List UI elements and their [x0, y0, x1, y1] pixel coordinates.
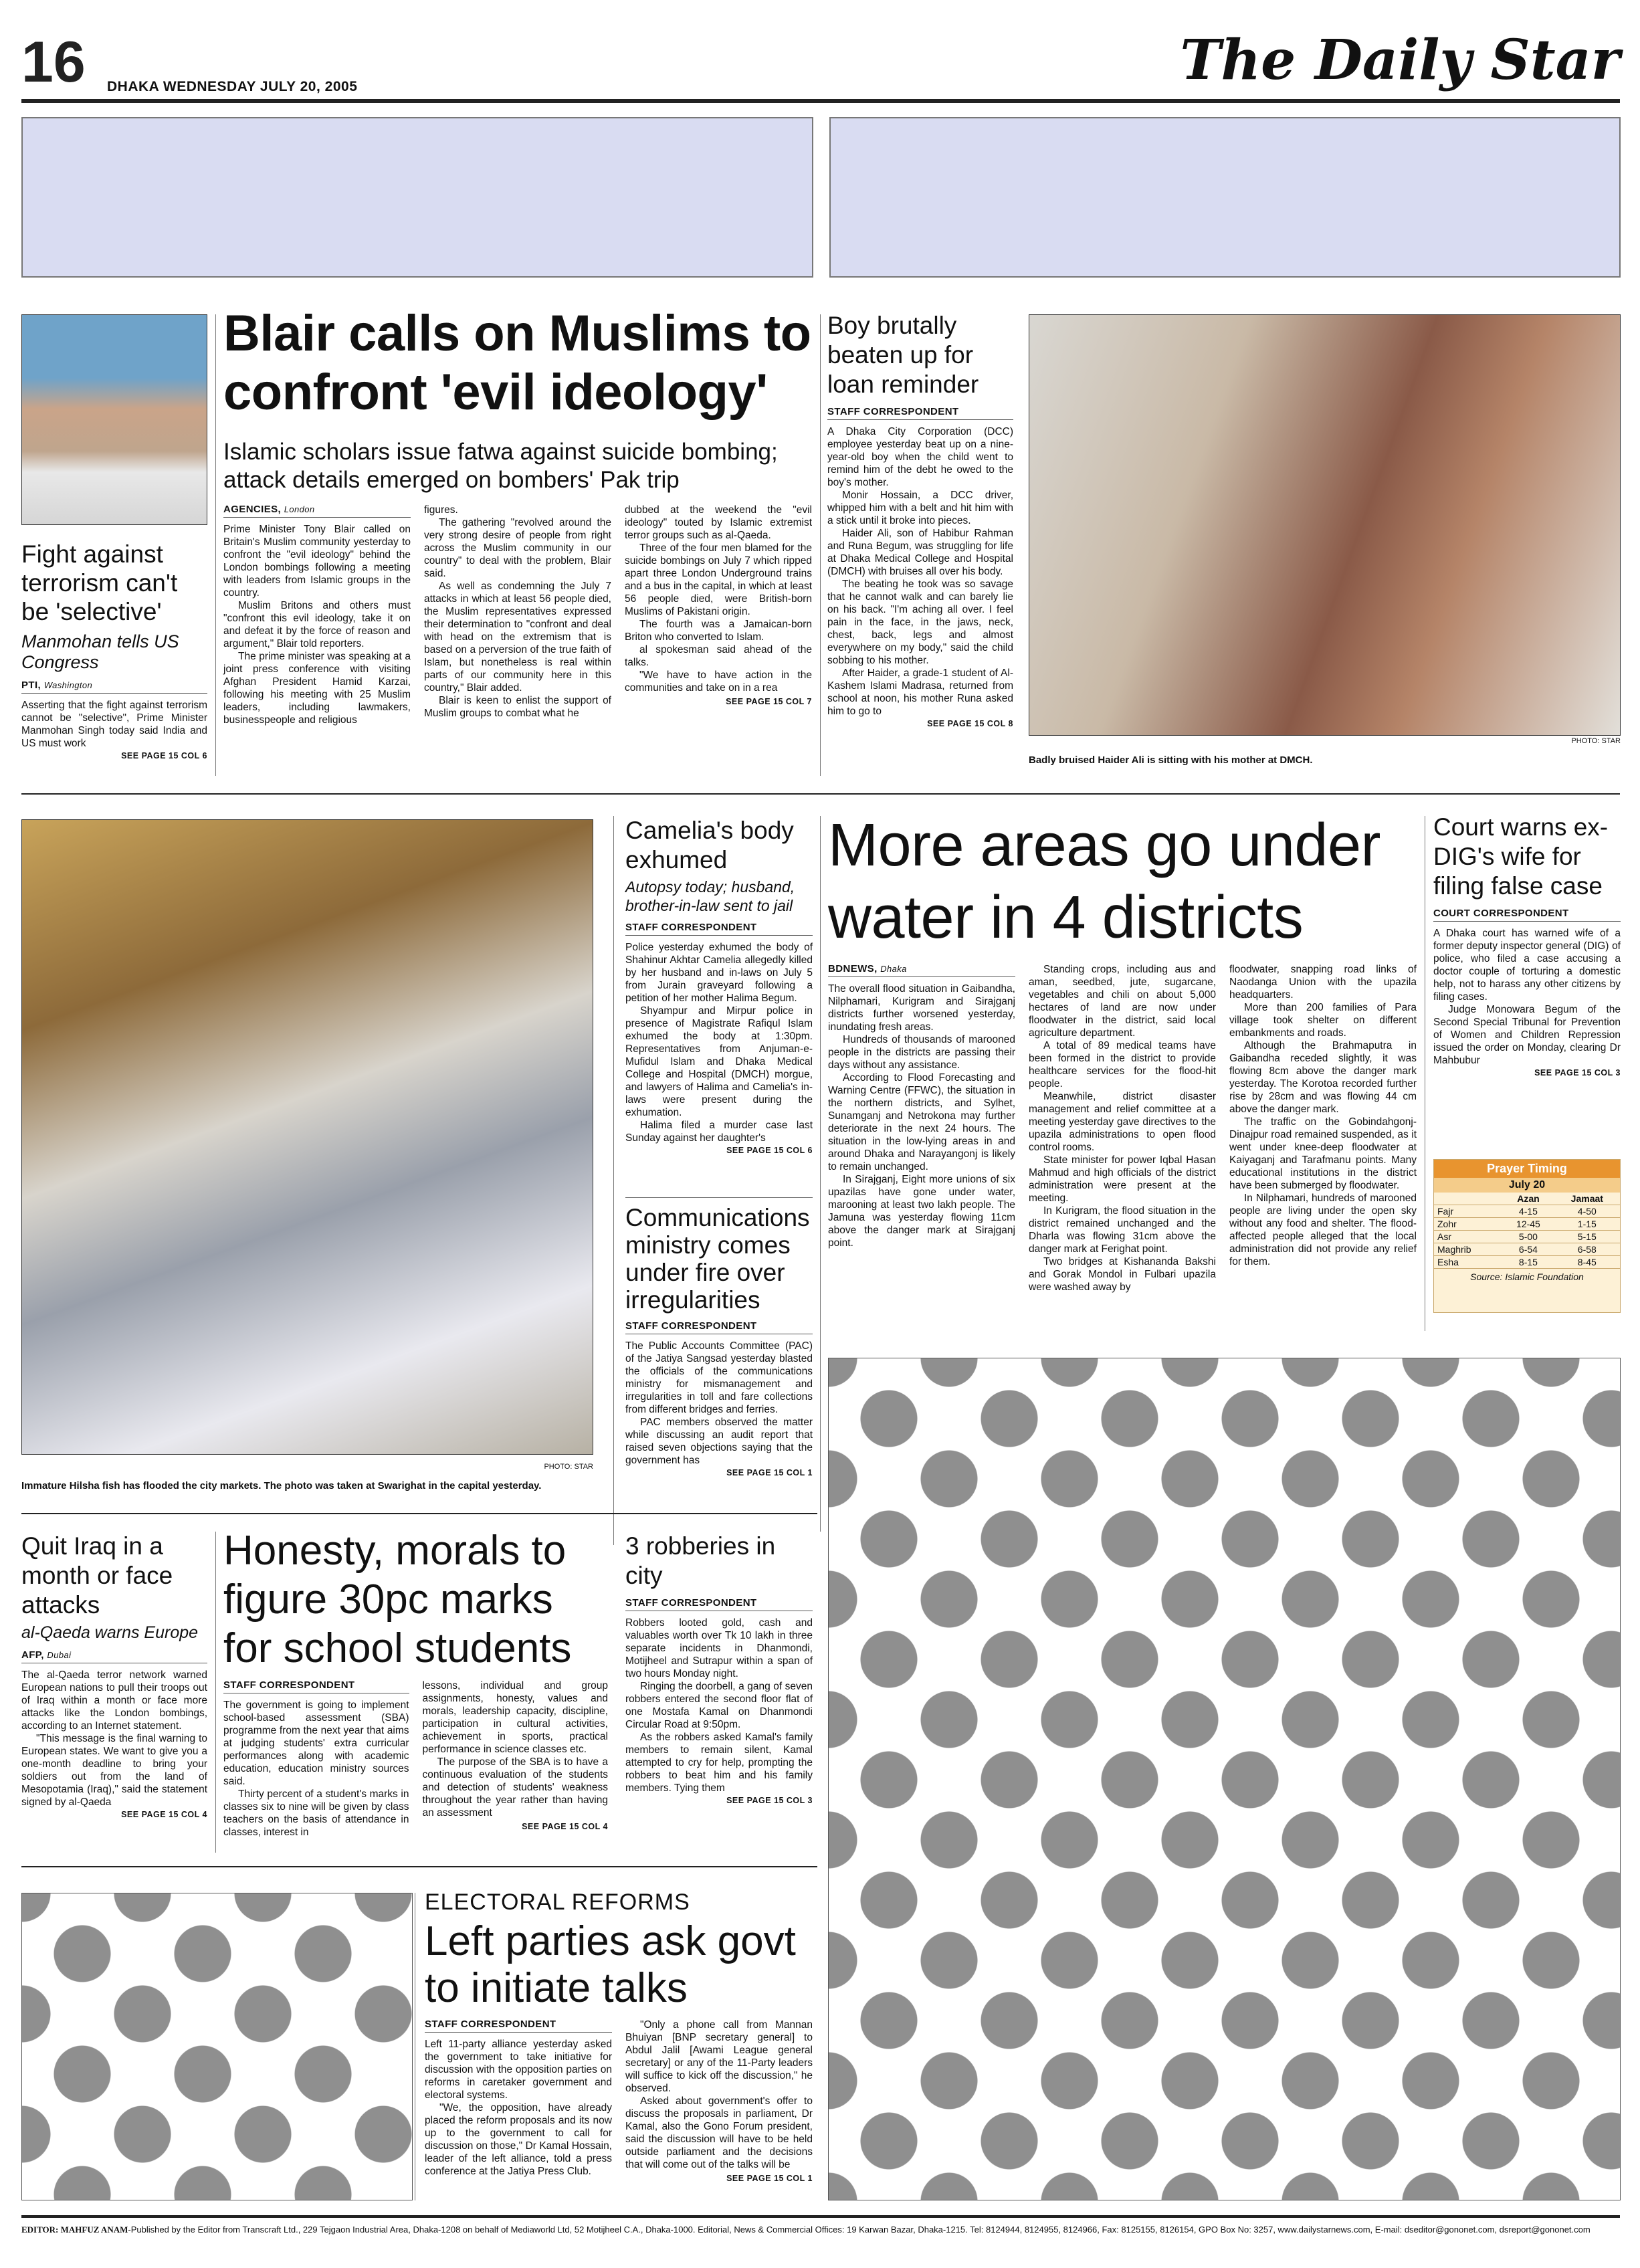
boy-paragraph: Haider Ali, son of Habibur Rahman and Runa Begum, was struggling for life at Dhaka Medical College and Hospital (DMCH) with bruises all over his body. [827, 528, 1013, 577]
honesty-col-1 [223, 1699, 409, 1839]
column-rule [820, 816, 821, 1532]
singh-story [21, 314, 207, 776]
blair-byline-place: London [284, 504, 315, 514]
honesty-see-more[interactable]: SEE PAGE 15 COL 4 [522, 1822, 608, 1831]
prayer-azan: 5-00 [1502, 1231, 1554, 1243]
prayer-name: Asr [1434, 1231, 1502, 1243]
camelia-paragraph: Police yesterday exhumed the body of Shahinur Akhtar Camelia allegedly killed by her husband and in-laws on July 5 from Jurain graveyard following a petition of her mother Halima Begum. [625, 942, 813, 1004]
flood-paragraph: floodwater, snapping road links of Naodanga Union with the upazila headquarters. [1229, 964, 1417, 1001]
blair-paragraph: The prime minister was speaking at a joint press conference with visiting Afghan President Hamid Karzai, following his meeting with 25 Muslim leaders, including lawmakers, businesspeople and religious [223, 651, 411, 726]
paper-name: The Daily Star [1180, 28, 1620, 92]
honesty-headline: Honesty, morals to figure 30pc marks for school students [223, 1528, 572, 1671]
blair-paragraph: Prime Minister Tony Blair called on Britain's Muslim community yesterday to confront the "evil ideology" behind the London bombings following a meeting with leaders from Islamic groups in the country. [223, 524, 411, 599]
flood-story [828, 809, 1417, 1328]
flood-paragraph: In Sirajganj, Eight more unions of six upazilas have gone under water, marooning at least two lakh people. The Jamuna was yesterday flowing 11cm above the danger mark at Sirajganj point. [828, 1174, 1015, 1249]
iraq-paragraph: The al-Qaeda terror network warned European nations to pull their troops out of Iraq within a month or face more attacks like the London bombings, according to an Internet statement. [21, 1669, 207, 1732]
prayer-col-jamaat: Jamaat [1554, 1193, 1620, 1205]
camelia-headline: Camelia's body exhumed [625, 817, 794, 873]
prayer-azan: 6-54 [1502, 1243, 1554, 1256]
blair-story [223, 304, 812, 776]
flood-paragraph: In Kurigram, the flood situation in the district remained unchanged and the Dharla was flowing 31cm above the danger mark at Ferighat point. [1029, 1205, 1216, 1255]
blair-paragraph: "We have to have action in the communities and take on in a rea [625, 669, 812, 694]
singh-byline-place: Washington [43, 680, 93, 690]
comms-see-more[interactable]: SEE PAGE 15 COL 1 [726, 1468, 813, 1477]
prayer-azan: 4-15 [1502, 1205, 1554, 1218]
comms-body [625, 1340, 813, 1467]
flood-paragraph: State minister for power Iqbal Hasan Mahmud and high officials of the district administration were present at the meeting. [1029, 1154, 1216, 1204]
boy-body [827, 425, 1013, 718]
camelia-paragraph: Halima filed a murder case last Sunday against her daughter's [625, 1120, 813, 1144]
court-body [1433, 927, 1621, 1067]
advertisement-dotted-left[interactable] [21, 1893, 413, 2200]
flood-paragraph: The overall flood situation in Gaibandha, Nilphamari, Kurigram and Sirajganj districts further worsened yesterday, inundating fresh areas. [828, 983, 1015, 1033]
robberies-paragraph: Robbers looted gold, cash and valuables worth over Tk 10 lakh in three separate incidents in Dhanmondi, Motijheel and Sutrapur within a span of two hours Monday night. [625, 1617, 813, 1679]
column-rule [613, 816, 614, 1545]
blair-paragraph: dubbed at the weekend the "evil ideology" touted by Islamic extremist terror groups such as al-Qaeda. [625, 504, 812, 541]
flood-paragraph: Although the Brahmaputra in Gaibandha receded slightly, it was flowing 8cm above the danger mark yesterday. The Korotoa recorded further rise by 28cm and was flowing 44 cm above the danger mark. [1229, 1040, 1417, 1115]
flood-paragraph: According to Flood Forecasting and Warning Centre (FFWC), the situation in the northern districts, and Sylhet, Sunamganj and Netrokona may further deteriorate in the next 24 hours. The situation in the low-lying areas in and around Dhaka and Narayangonj is likely to remain unchanged. [828, 1072, 1015, 1172]
flood-byline-place: Dhaka [880, 964, 907, 974]
flood-paragraph: In Nilphamari, hundreds of marooned people are living under the open sky without any food and shelter. The flood-affected people alleged that the local administration did not provide any relief for them. [1229, 1193, 1417, 1267]
comms-paragraph: The Public Accounts Committee (PAC) of the Jatiya Sangsad yesterday blasted the officials of the communications ministry for mismanagement and irregularities in toll and fare collections from different bridges and ferries. [625, 1340, 813, 1415]
camelia-see-more[interactable]: SEE PAGE 15 COL 6 [726, 1146, 813, 1155]
boy-paragraph: A Dhaka City Corporation (DCC) employee yesterday beat up on a nine-year-old boy when the child went to remind him of the debt he owed to the boy's mother. [827, 426, 1013, 488]
comms-story [625, 1204, 813, 1512]
section-rule [21, 793, 1620, 795]
iraq-subhead: al-Qaeda warns Europe [21, 1623, 199, 1642]
manmohan-singh-photo [21, 314, 207, 525]
prayer-name: Zohr [1434, 1218, 1502, 1231]
blair-headline: Blair calls on Muslims to confront 'evil ideology' [223, 305, 811, 421]
flood-paragraph: Two bridges at Kishananda Bakshi and Gorak Mondol in Fulbari upazila were washed away by [1029, 1256, 1216, 1293]
flood-paragraph: Hundreds of thousands of marooned people in the districts are passing their days without any assistance. [828, 1034, 1015, 1071]
comms-headline: Communications ministry comes under fire over irregularities [625, 1204, 810, 1314]
fish-photo-caption: Immature Hilsha fish has flooded the city markets. The photo was taken at Swarighat in the capital yesterday. [21, 1480, 542, 1491]
prayer-timing-box [1433, 1159, 1621, 1313]
robberies-paragraph: As the robbers asked Kamal's family members to remain silent, Kamal attempted to cry for help, prompting the robbers to beat him and his family members. Tying them [625, 1732, 813, 1794]
prayer-name: Fajr [1434, 1205, 1502, 1218]
electoral-see-more[interactable]: SEE PAGE 15 COL 1 [726, 2174, 813, 2183]
singh-headline: Fight against terrorism can't be 'selective' [21, 540, 178, 625]
honesty-story [223, 1526, 608, 1854]
column-rule [215, 1532, 216, 1853]
blair-byline: AGENCIES, [223, 504, 282, 515]
honesty-paragraph: Thirty percent of a student's marks in classes six to nine will be given by class teachers on the basis of attendance in classes, interest in [223, 1788, 409, 1838]
singh-byline: PTI, [21, 680, 41, 691]
prayer-name: Esha [1434, 1256, 1502, 1269]
court-see-more[interactable]: SEE PAGE 15 COL 3 [1534, 1068, 1621, 1077]
electoral-story [425, 1889, 813, 2204]
electoral-col-1 [425, 2038, 612, 2178]
blair-paragraph: figures. [424, 504, 458, 516]
prayer-row [1434, 1218, 1620, 1231]
electoral-paragraph: Asked about government's offer to discuss the proposals in parliament, Dr Kamal, also the Gono Forum president, said the discussion will have to be held outside parliament and the decisions that will come out of the talks will be [625, 2095, 813, 2170]
flood-headline: More areas go under water in 4 districts [828, 812, 1380, 951]
camelia-subhead: Autopsy today; husband, brother-in-law sent to jail [625, 878, 795, 914]
boy-paragraph: The beating he took was so savage that he cannot walk and can barely lie on his back. "I'm aching all over. I feel pain in the face, in the jaws, neck, chest, back, legs and almost everywhere on my body," said the child sobbing to his mother. [827, 579, 1013, 666]
boy-paragraph: After Haider, a grade-1 student of Al-Kashem Islami Madrasa, returned from school at noon, his mother Runa asked him to go to [827, 667, 1013, 717]
electoral-byline: STAFF CORRESPONDENT [425, 2019, 556, 2030]
hilsha-fish-photo [21, 819, 593, 1455]
flood-byline: BDNEWS, [828, 963, 878, 974]
advertisement-dotted-right[interactable] [828, 1358, 1621, 2200]
camelia-byline: STAFF CORRESPONDENT [625, 922, 757, 933]
prayer-date: July 20 [1434, 1178, 1620, 1193]
honesty-paragraph: The government is going to implement school-based assessment (SBA) programme from the next year that aims at judging students' extra curricular performances along with academic education, education ministry sources said. [223, 1699, 409, 1787]
prayer-jamaat: 8-45 [1554, 1256, 1620, 1269]
singh-see-more[interactable]: SEE PAGE 15 COL 6 [121, 751, 207, 760]
prayer-azan: 12-45 [1502, 1218, 1554, 1231]
advertisement-left[interactable] [21, 117, 813, 278]
prayer-row [1434, 1243, 1620, 1256]
robberies-headline: 3 robberies in city [625, 1532, 776, 1589]
singh-subhead: Manmohan tells US Congress [21, 631, 179, 672]
prayer-source: Source: Islamic Foundation [1470, 1271, 1584, 1282]
prayer-row [1434, 1231, 1620, 1243]
flood-col-2 [1029, 963, 1216, 1294]
flood-col-1 [828, 983, 1015, 1249]
prayer-row [1434, 1256, 1620, 1269]
robberies-byline: STAFF CORRESPONDENT [625, 1597, 757, 1609]
section-rule [21, 1866, 817, 1867]
comms-paragraph: PAC members observed the matter while discussing an audit report that raised seven objections saying that the government has [625, 1417, 813, 1466]
blair-col-1 [223, 523, 411, 726]
court-paragraph: A Dhaka court has warned wife of a former deputy inspector general (DIG) of police, who filed a case accusing a doctor couple of torturing a domestic help, not to harass any other citizens by filing cases. [1433, 928, 1621, 1003]
iraq-story [21, 1532, 207, 1849]
flood-paragraph: A total of 89 medical teams have been formed in the district to provide healthcare services for the flood-hit people. [1029, 1040, 1216, 1090]
iraq-paragraph: "This message is the final warning to European states. We want to give you a one-month deadline to bring your soldiers out from the land of Mesopotamia (Iraq)," said the statement signed by al-Qaeda [21, 1733, 207, 1808]
blair-col-2 [424, 504, 611, 726]
boy-story [827, 311, 1013, 776]
prayer-jamaat: 6-58 [1554, 1243, 1620, 1256]
robberies-paragraph: Ringing the doorbell, a gang of seven robbers entered the second floor flat of one Mostafa Kamal on Dhanmondi Circular Road at 9:50pm. [625, 1681, 813, 1730]
prayer-jamaat: 5-15 [1554, 1231, 1620, 1243]
flood-paragraph: The traffic on the Gobindahgonj-Dinajpur road remained suspended, as it went under knee-deep floodwater at Kaiyaganj and Tarafmanu points. Many educational institutions in the district have been submerged by floodwater. [1229, 1116, 1417, 1191]
court-byline: COURT CORRESPONDENT [1433, 908, 1569, 919]
electoral-kicker: ELECTORAL REFORMS [425, 1889, 690, 1915]
masthead [21, 27, 1620, 107]
iraq-body [21, 1669, 207, 1809]
iraq-headline: Quit Iraq in a month or face attacks [21, 1532, 173, 1619]
court-story [1433, 813, 1621, 1167]
prayer-name: Maghrib [1434, 1243, 1502, 1256]
electoral-col-2 [625, 2019, 813, 2185]
camelia-story [625, 816, 813, 1197]
blair-paragraph: The fourth was a Jamaican-born Briton who converted to Islam. [625, 619, 812, 643]
blair-paragraph: al spokesman said ahead of the talks. [625, 644, 812, 668]
blair-col-3 [625, 504, 812, 726]
electoral-paragraph: Left 11-party alliance yesterday asked the government to take initiative for discussion with the opposition parties on reforms in caretaker government and electoral systems. [425, 2039, 612, 2101]
prayer-jamaat: 1-15 [1554, 1218, 1620, 1231]
page-number: 16 [21, 30, 86, 94]
fish-photo-credit: PHOTO: STAR [544, 1463, 593, 1471]
boy-see-more[interactable]: SEE PAGE 15 COL 8 [927, 719, 1013, 728]
boy-photo-credit: PHOTO: STAR [1571, 737, 1621, 745]
camelia-body [625, 941, 813, 1144]
blair-paragraph: Muslim Britons and others must "confront this evil ideology, take it on and defeat it by the force of reason and argument," Blair told reporters. [223, 600, 411, 649]
honesty-paragraph: lessons, individual and group assignments, honesty, values and morals, leadership capacity, discipline, participation in cultural activities, achievement in sports, practical performance in science classes etc. [422, 1680, 608, 1755]
section-rule [21, 1513, 817, 1514]
robberies-see-more[interactable]: SEE PAGE 15 COL 3 [726, 1796, 813, 1805]
boy-paragraph: Monir Hossain, a DCC driver, whipped him with a belt and hit him with a stick until it broke into pieces. [827, 490, 1013, 526]
honesty-col-2 [423, 1679, 609, 1839]
blair-paragraph: As well as condemning the July 7 attacks in which at least 56 people died, the Muslim representatives expressed their determination to "confront and deal with head on the extremism that is based on a perversion of the true faith of Islam, but nonetheless is real within parts of our community here in this country," Blair added. [424, 581, 611, 694]
dateline: DHAKA WEDNESDAY JULY 20, 2005 [107, 79, 358, 94]
prayer-row [1434, 1205, 1620, 1218]
blair-paragraph: Blair is keen to enlist the support of Muslim groups to combat what he [424, 695, 611, 719]
blair-paragraph: The gathering "revolved around the very strong desire of people from right across the Muslim community in our country" to deal with the problem, Blair said. [424, 517, 611, 579]
flood-paragraph: Standing crops, including aus and aman, seedbed, jute, sugarcane, vegetables and chili on about 5,000 hectares of land are now under floodwater in the district, said local agriculture department. [1029, 964, 1216, 1039]
honesty-paragraph: The purpose of the SBA is to have a continuous evaluation of the students and detection of students' weakness throughout the year rather than having an assessment [422, 1756, 608, 1819]
iraq-byline: AFP, [21, 1649, 44, 1661]
flood-paragraph: Meanwhile, district disaster management and relief committee at a meeting yesterday gave directives to the upazila administrations to open flood control rooms. [1029, 1091, 1216, 1153]
footer-rule [21, 2215, 1620, 2218]
electoral-paragraph: "Only a phone call from Mannan Bhuiyan [BNP secretary general] to Abdul Jalil [Awami League general secretary] or any of the 11-Party leaders will suffice to kick off the discussion," he observed. [625, 2019, 813, 2094]
prayer-table [1434, 1193, 1620, 1269]
singh-body: Asserting that the fight against terrorism cannot be "selective", Prime Minister Manmohan Singh today said India and US must work [21, 700, 207, 749]
prayer-col-azan: Azan [1502, 1193, 1554, 1205]
advertisement-right[interactable] [829, 117, 1621, 278]
iraq-byline-place: Dubai [47, 1650, 72, 1660]
blair-paragraph: Three of the four men blamed for the suicide bombings on July 7 which ripped apart three London Underground trains and a bus in the capital, in which at least 56 people died, were British-born Muslims of Pakistani origin. [625, 542, 812, 617]
footer-imprint-text: -Published by the Editor from Transcraft Ltd., 229 Tejgaon Industrial Area, Dhaka-1208 on behalf of Mediaworld Ltd, 52 Motijheel C.A., Dhaka-1000. Editorial, News & Commercial Offices: 19 Karwan Bazar, Dhaka-1215. Tel: 8124944, 8124955, 8124966, Fax: 8125155, 8126154, GPO Box No: 3257, www.dailystarnews.com, E-mail: dseditor@gononet.com, dsreport@gononet.com [128, 2225, 1591, 2235]
column-rule [215, 314, 216, 776]
iraq-see-more[interactable]: SEE PAGE 15 COL 4 [121, 1810, 207, 1819]
boy-photo-caption: Badly bruised Haider Ali is sitting with his mother at DMCH. [1029, 754, 1313, 766]
haider-ali-photo [1029, 314, 1621, 736]
column-rule [820, 314, 821, 776]
footer-editor: EDITOR: MAHFUZ ANAM [21, 2225, 128, 2235]
robberies-body [625, 1617, 813, 1794]
robberies-story [625, 1532, 813, 1853]
court-paragraph: Judge Monowara Begum of the Second Special Tribunal for Prevention of Women and Children Repression issued the order on Monday, clearing Dr Mahbubur [1433, 1004, 1621, 1066]
prayer-azan: 8-15 [1502, 1256, 1554, 1269]
flood-paragraph: More than 200 families of Para village took shelter on different embankments and roads. [1229, 1002, 1417, 1039]
footer-imprint [21, 2225, 1620, 2235]
divider [625, 1197, 813, 1198]
blair-subhead: Islamic scholars issue fatwa against suicide bombing; attack details emerged on bombers' Pak trip [223, 439, 778, 493]
comms-byline: STAFF CORRESPONDENT [625, 1320, 757, 1332]
boy-byline: STAFF CORRESPONDENT [827, 406, 959, 417]
boy-headline: Boy brutally beaten up for loan reminder [827, 312, 979, 398]
masthead-rule [21, 99, 1620, 103]
electoral-headline: Left parties ask govt to initiate talks [425, 1918, 796, 2011]
honesty-byline: STAFF CORRESPONDENT [223, 1679, 355, 1691]
prayer-title: Prayer Timing [1434, 1160, 1620, 1178]
flood-col-3 [1229, 963, 1417, 1294]
camelia-paragraph: Shyampur and Mirpur police in presence of Magistrate Rafiqul Islam exhumed the body at 1:30pm. Representatives from Anjuman-e-Mufidul Islam and Dhaka Medical College and Hospital (DMCH) morgue, and lawyers of Halima and Camelia's in-laws were present during the exhumation. [625, 1005, 813, 1118]
court-headline: Court warns ex-DIG's wife for filing false case [1433, 813, 1609, 900]
blair-see-more[interactable]: SEE PAGE 15 COL 7 [726, 697, 812, 706]
prayer-jamaat: 4-50 [1554, 1205, 1620, 1218]
electoral-paragraph: "We, the opposition, have already placed the reform proposals and its now up to the government to call for discussion on those," Dr Kamal Hossain, leader of the left alliance, told a press conference at the Jatiya Press Club. [425, 2102, 612, 2177]
